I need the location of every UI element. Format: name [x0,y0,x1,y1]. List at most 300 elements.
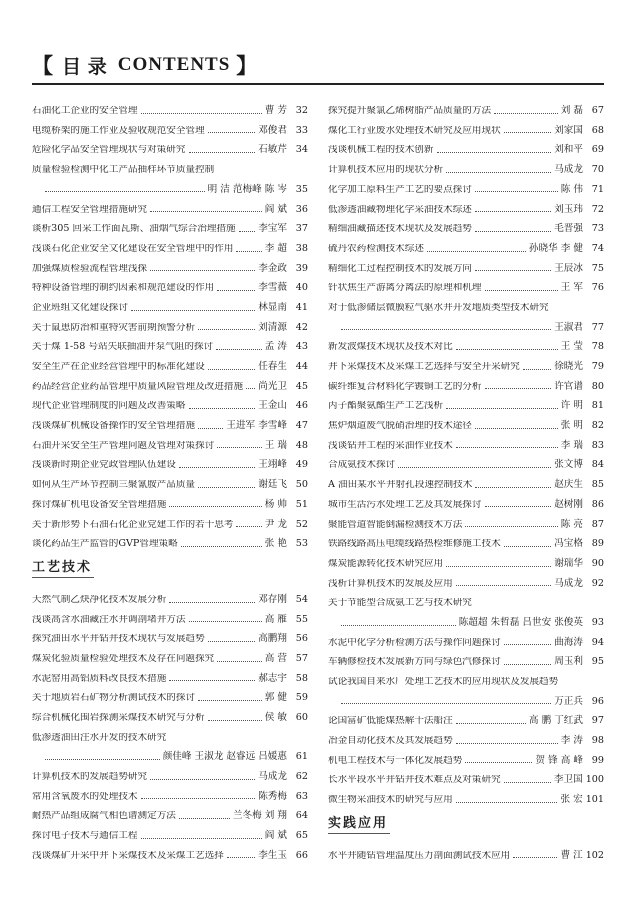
toc-entry[interactable] [32,254,308,274]
entry-title: 浅谈新时期企业党政管理队伍建设 [32,460,176,471]
entry-title: 丙子酯聚氨酯生产工艺浅析 [328,401,444,411]
entry-author: 邓俊君 [258,124,287,136]
toc-entry[interactable] [32,194,308,214]
entry-author: 马成龙 [554,577,583,589]
entry-author: 王金山 [258,400,287,411]
dot-leader [446,408,558,409]
toc-entry[interactable] [32,411,308,431]
dot-leader [341,703,551,704]
toc-entry[interactable] [328,628,604,648]
toc-entry[interactable] [32,723,308,743]
dot-leader [208,369,256,370]
dot-leader [45,759,160,760]
entry-title: 浅谈煤矿开采中井下采煤技术及采煤工艺选择 [32,850,224,861]
toc-entry[interactable] [32,96,308,116]
section-heading [328,805,604,841]
entry-author: 陈 亮 [560,518,583,530]
dot-leader [456,743,558,744]
dot-leader [475,487,551,488]
entry-author: 赵庆生 [554,479,583,490]
toc-entry[interactable] [328,785,604,805]
entry-page: 61 [295,751,308,762]
entry-page: 38 [295,242,308,254]
entry-author: 赵树刚 [554,498,583,510]
entry-author: 李 瑞 [560,439,583,451]
entry-author: 李卫国 [553,774,583,786]
entry-title: 天然气制乙炔净化技术发展分析 [32,594,167,605]
toc-entry[interactable] [32,135,308,155]
toc-entry[interactable] [32,821,308,841]
toc-entry[interactable] [32,116,308,136]
dot-leader [131,310,255,311]
entry-title: 安全生产在企业经营管理中的标准化建设 [32,362,205,372]
dot-leader [465,526,557,527]
dot-leader [446,566,551,567]
dot-leader [427,251,526,252]
dot-leader [198,428,223,429]
entry-author: 曲海涛 [554,636,583,648]
entry-author: 王进军 李雪峰 [226,420,287,431]
entry-page: 85 [591,479,604,490]
entry-page: 89 [591,538,604,549]
toc-entry[interactable] [32,490,308,510]
toc-entry[interactable] [328,254,604,274]
entry-page: 35 [295,183,308,195]
entry-page: 72 [591,203,604,215]
entry-title: 微生物采油技术的研究与应用 [328,795,453,805]
entry-page: 45 [295,380,308,392]
toc-entry[interactable] [32,352,308,372]
entry-author: 李 涛 [560,735,583,746]
dot-leader [504,782,551,783]
dot-leader [45,191,205,192]
entry-title: 计算机技术应用的现状分析 [328,165,444,175]
entry-author: 谢廷飞 [258,479,287,490]
entry-title: 精细化工过程控制技术的发展方向 [328,263,472,274]
toc-entry[interactable] [328,194,604,214]
dot-leader [513,857,557,858]
dot-leader [504,546,552,547]
entry-author: 郝志宇 [258,672,287,684]
toc-entry[interactable] [328,96,604,116]
entry-title: 关于节能型合成氨工艺与技术研究 [328,598,472,608]
dot-leader [208,720,262,721]
entry-author: 郭 健 [264,692,287,703]
entry-title: 对于低渗储层微膜粒气驱水井开发地质类型技术研究 [328,302,549,313]
entry-title: 谈化药品生产监管的GVP管理策略 [32,539,178,549]
dot-leader [150,270,255,271]
dot-leader [456,802,558,803]
dot-leader [485,506,552,507]
toc-entry[interactable] [328,450,604,470]
entry-title: 浅析计算机技术的发展及应用 [328,578,453,589]
entry-title: 机电工程技术与一体化发展趋势 [328,755,463,766]
dot-leader [189,152,256,153]
toc-entry[interactable] [32,155,308,175]
entry-title: 浅谈机械工程的技术创新 [328,145,434,156]
dot-leader [141,838,262,839]
entry-title: 计算机技术的发展趋势研究 [32,772,148,782]
toc-entry[interactable] [32,431,308,451]
toc-entry[interactable] [32,703,308,723]
dot-leader [504,132,552,133]
toc-entry[interactable] [32,273,308,293]
dot-leader [208,641,256,642]
entry-author: 高 营 [264,652,287,664]
entry-author: 孟 涛 [264,341,287,352]
entry-title: 石油开采安全生产管理问题及管理对策探讨 [32,440,215,451]
entry-title: 探究提升聚氯乙烯树脂产品质量的方法 [328,106,492,116]
toc-entry[interactable] [32,841,308,861]
dot-leader [475,270,551,271]
entry-author: 徐晓光 [554,361,583,372]
entry-author: 刘家国 [554,124,583,136]
entry-page: 68 [591,124,604,136]
entry-author: 曹 江 [560,849,583,861]
entry-author: 许 明 [560,400,583,411]
toc-entry[interactable] [32,664,308,684]
dot-leader [239,231,256,232]
dot-leader [217,661,261,662]
toc-entry[interactable] [328,234,604,254]
entry-page: 62 [295,771,308,782]
entry-author: 王 军 [560,282,583,293]
dot-leader [504,664,552,665]
section-heading-label: 工艺技术 [32,556,94,578]
entry-author: 高 鹏 丁红武 [528,715,583,726]
toc-entry[interactable] [32,529,308,549]
toc-entry[interactable] [328,765,604,785]
entry-title: 冶金自动化技术及其发展趋势 [328,736,453,746]
entry-page: 34 [295,144,308,156]
entry-page: 41 [295,301,308,313]
toc-entry[interactable] [328,667,604,687]
toc-entry[interactable] [328,490,604,510]
entry-author: 王辰冰 [554,262,583,274]
toc-entry[interactable] [328,647,604,667]
entry-author: 李生玉 [258,849,287,861]
entry-page: 71 [591,183,604,195]
entry-page: 66 [295,849,308,861]
toc-entry[interactable] [328,214,604,234]
entry-page: 59 [295,692,308,703]
entry-page: 67 [591,105,604,116]
toc-entry[interactable] [328,116,604,136]
entry-author: 高 雁 [264,613,287,625]
entry-author: 刘和平 [554,144,583,156]
dot-leader [236,251,261,252]
entry-title: 探讨电子技术与通信工程 [32,831,138,841]
entry-page: 39 [295,262,308,274]
entry-title: 药品经营企业药品管理中质量风险管理及改进措施 [32,381,244,392]
entry-title: 针状焦生产游离分离法的原理和机理 [328,283,482,293]
entry-title: 关于新形势下石油石化企业党建工作的若干思考 [32,519,234,530]
toc-entry[interactable] [328,332,604,352]
toc-entry[interactable] [32,214,308,234]
entry-author: 邓存刚 [258,593,287,605]
entry-author: 张 明 [560,420,583,431]
entry-author: 许官谱 [554,380,583,392]
toc-entry[interactable] [32,585,308,605]
toc-entry[interactable] [328,372,604,392]
entry-author: 冯宝格 [554,538,583,549]
entry-page: 77 [591,321,604,333]
entry-title: 浅谈钻井工程的采油作业技术 [328,440,453,451]
toc-entry[interactable] [32,391,308,411]
entry-title: 石油化工企业的安全管理 [32,106,138,116]
entry-page: 76 [591,282,604,293]
entry-page: 93 [591,616,604,628]
toc-entry[interactable] [32,762,308,782]
entry-title: 现代企业管理制度的问题及改善策略 [32,401,186,411]
entry-author: 李宝军 [258,223,287,234]
toc-entry[interactable] [328,273,604,293]
dot-leader [236,526,261,527]
entry-title: 通信工程安全管理措施研究 [32,204,148,215]
dot-leader [504,644,552,645]
entry-page: 49 [295,459,308,471]
entry-title: 如何从生产环节控制三聚氰胺产品质量 [32,480,196,490]
dot-leader [456,349,558,350]
entry-title: 常用含氧废水的处理技术 [32,791,138,802]
entry-page: 58 [295,672,308,684]
dot-leader [169,602,255,603]
dot-leader [198,700,262,701]
entry-title: 焦炉烟道废气脱硝治理的技术途径 [328,421,472,431]
entry-author: 侯 敏 [264,712,287,723]
toc-entry[interactable] [32,624,308,644]
entry-page: 99 [591,754,604,766]
entry-page: 94 [591,636,604,648]
entry-page: 100 [585,774,604,786]
toc-entry[interactable] [328,175,604,195]
toc-entry[interactable] [328,549,604,569]
entry-author: 张 宏 [560,794,583,805]
entry-title: 加强煤质检验流程管理浅探 [32,263,148,274]
dot-leader [217,290,255,291]
entry-title: A 油田某水平井射孔段速控制技术 [328,480,473,490]
entry-page: 101 [585,794,604,805]
toc-entry[interactable] [328,608,604,628]
entry-page: 81 [591,400,604,411]
toc-entry[interactable] [32,372,308,392]
toc-entry[interactable] [328,313,604,333]
dot-leader [150,211,262,212]
dot-leader [494,113,558,114]
entry-author: 孙晓华 李 健 [528,242,583,254]
toc-entry[interactable] [328,391,604,411]
entry-title: 耐热产品组成腐气相色谱测定方法 [32,811,176,822]
entry-page: 73 [591,223,604,234]
toc-entry[interactable] [32,683,308,703]
entry-page: 96 [591,695,604,707]
toc-entry[interactable] [328,841,604,861]
entry-page: 75 [591,262,604,274]
entry-title: 合成氨技术探讨 [328,460,396,471]
entry-author: 陈秀梅 [258,790,287,802]
entry-page: 56 [295,633,308,644]
toc-entry[interactable] [328,135,604,155]
dot-leader [446,172,551,173]
toc-entry[interactable] [328,687,604,707]
toc-entry[interactable] [328,706,604,726]
entry-title: 综合机械化围岩探测采煤技术研究与分析 [32,713,205,723]
entry-author: 马成龙 [554,164,583,175]
toc-entry[interactable] [328,470,604,490]
entry-author: 王淑君 [554,321,583,333]
dot-leader [485,290,558,291]
header-bracket-close: 】 [236,54,259,78]
toc-entry[interactable] [328,431,604,451]
toc-entry[interactable] [32,313,308,333]
dot-leader [179,467,255,468]
dot-leader [181,546,262,547]
entry-title: 化学加工原料生产工艺的要点探讨 [328,184,472,195]
entry-title: 低渗透油藏物理化学采油技术综述 [328,204,472,215]
entry-title: 车辆修检技术发展新方向与绿色汽修探讨 [328,657,501,667]
entry-author: 石敏芹 [258,144,287,156]
header-rule [32,83,604,85]
entry-author: 王 瑞 [264,439,287,451]
toc-entry[interactable] [328,155,604,175]
entry-author: 李 超 [264,242,287,254]
toc-entry[interactable] [32,509,308,529]
dot-leader [169,680,255,681]
entry-page: 69 [591,144,604,156]
entry-page: 42 [295,321,308,333]
entry-page: 54 [295,593,308,605]
toc-entry[interactable] [328,588,604,608]
toc-entry[interactable] [32,234,308,254]
toc-entry[interactable] [328,352,604,372]
entry-title: 新发波煤技术现状及技术对比 [328,342,453,352]
entry-author: 刘玉玮 [554,203,583,215]
entry-page: 78 [591,341,604,352]
entry-author: 毛晋强 [554,223,583,234]
entry-title: 浅谈高含水油藏注水井调剖堵井方法 [32,614,186,625]
entry-page: 37 [295,223,308,234]
entry-title: 低渗透油田注水开发的技术研究 [32,732,167,743]
toc-entry[interactable] [328,569,604,589]
toc-entry[interactable] [32,782,308,802]
entry-page: 102 [585,849,604,861]
entry-title: 特种设备管理的制约因素和规范建设的作用 [32,283,215,293]
entry-author: 兰冬梅 刘 翔 [232,810,287,822]
dot-leader [475,231,551,232]
entry-author: 李金政 [258,262,287,274]
entry-author: 贺 锋 高 峰 [535,754,583,766]
entry-title: 城市生活污水处理工艺及其发展探讨 [328,499,482,510]
toc-entry[interactable] [32,332,308,352]
toc-entry[interactable] [32,801,308,821]
dot-leader [485,388,552,389]
entry-page: 79 [591,361,604,372]
toc-entry[interactable] [328,726,604,746]
toc-entry[interactable] [328,746,604,766]
entry-author: 李雪薇 [258,282,287,293]
entry-title: 关于地质岩石矿物分析测试技术的探讨 [32,693,196,703]
entry-page: 64 [295,810,308,822]
entry-page: 95 [591,656,604,667]
entry-author: 刘 磊 [560,105,583,116]
entry-page: 86 [591,498,604,510]
toc-entry[interactable] [32,605,308,625]
toc-entry[interactable] [328,293,604,313]
dot-leader [227,857,255,858]
dot-leader [141,113,262,114]
entry-page: 55 [295,613,308,625]
entry-title: 铁路线路高压电缆线路热检维修施工技术 [328,539,501,549]
entry-author: 张文博 [554,459,583,471]
entry-author: 王 莹 [560,341,583,352]
entry-page: 97 [591,715,604,726]
dot-leader [141,798,256,799]
entry-author: 曹 芳 [264,105,287,116]
toc-entry[interactable] [32,742,308,762]
section-heading-label: 实践应用 [328,812,390,834]
entry-title: 长水平段水平井钻井技术难点及对策研究 [328,775,501,786]
entry-page: 90 [591,557,604,569]
entry-title: 水泥窑用高铝质料改良技术措施 [32,673,167,684]
toc-entry[interactable] [328,411,604,431]
entry-author: 万正兵 [554,695,583,707]
entry-page: 83 [591,439,604,451]
dot-leader [246,388,255,389]
entry-page: 36 [295,203,308,215]
entry-page: 44 [295,361,308,372]
entry-title: 企业班组文化建设探讨 [32,302,128,313]
entry-page: 84 [591,459,604,471]
entry-page: 74 [591,242,604,254]
toc-entry[interactable] [32,175,308,195]
dot-leader [341,625,456,626]
dot-leader [456,723,526,724]
entry-author: 任春生 [258,361,287,372]
dot-leader [465,762,532,763]
entry-author: 杨 帅 [264,498,287,510]
entry-title: 论国富矿低能煤热解干法船注 [328,716,453,726]
header-bracket-open: 【 [32,54,54,78]
entry-page: 80 [591,380,604,392]
entry-author: 高鹏翔 [258,633,287,644]
entry-page: 32 [295,105,308,116]
entry-page: 63 [295,790,308,802]
entry-page: 53 [295,538,308,549]
toc-column-right [328,96,604,860]
dot-leader [189,621,262,622]
entry-title: 煤化工行业废水处理技术研究及应用现状 [328,125,501,136]
dot-leader [208,132,256,133]
entry-page: 48 [295,439,308,451]
entry-author: 周玉利 [554,656,583,667]
dot-leader [150,779,255,780]
dot-leader [475,211,551,212]
entry-page: 98 [591,735,604,746]
toc-entry[interactable] [328,529,604,549]
entry-author: 尹 龙 [264,518,287,530]
entry-page: 40 [295,282,308,293]
entry-title: 试论我国自来水厂处理工艺技术的应用现状及发展趋势 [328,677,559,687]
toc-entry[interactable] [328,509,604,529]
toc-entry[interactable] [32,470,308,490]
toc-entry[interactable] [32,644,308,664]
entry-page: 57 [295,652,308,664]
entry-page: 46 [295,400,308,411]
toc-entry[interactable] [32,293,308,313]
entry-page: 51 [295,498,308,510]
toc-entry[interactable] [32,450,308,470]
entry-page: 87 [591,518,604,530]
